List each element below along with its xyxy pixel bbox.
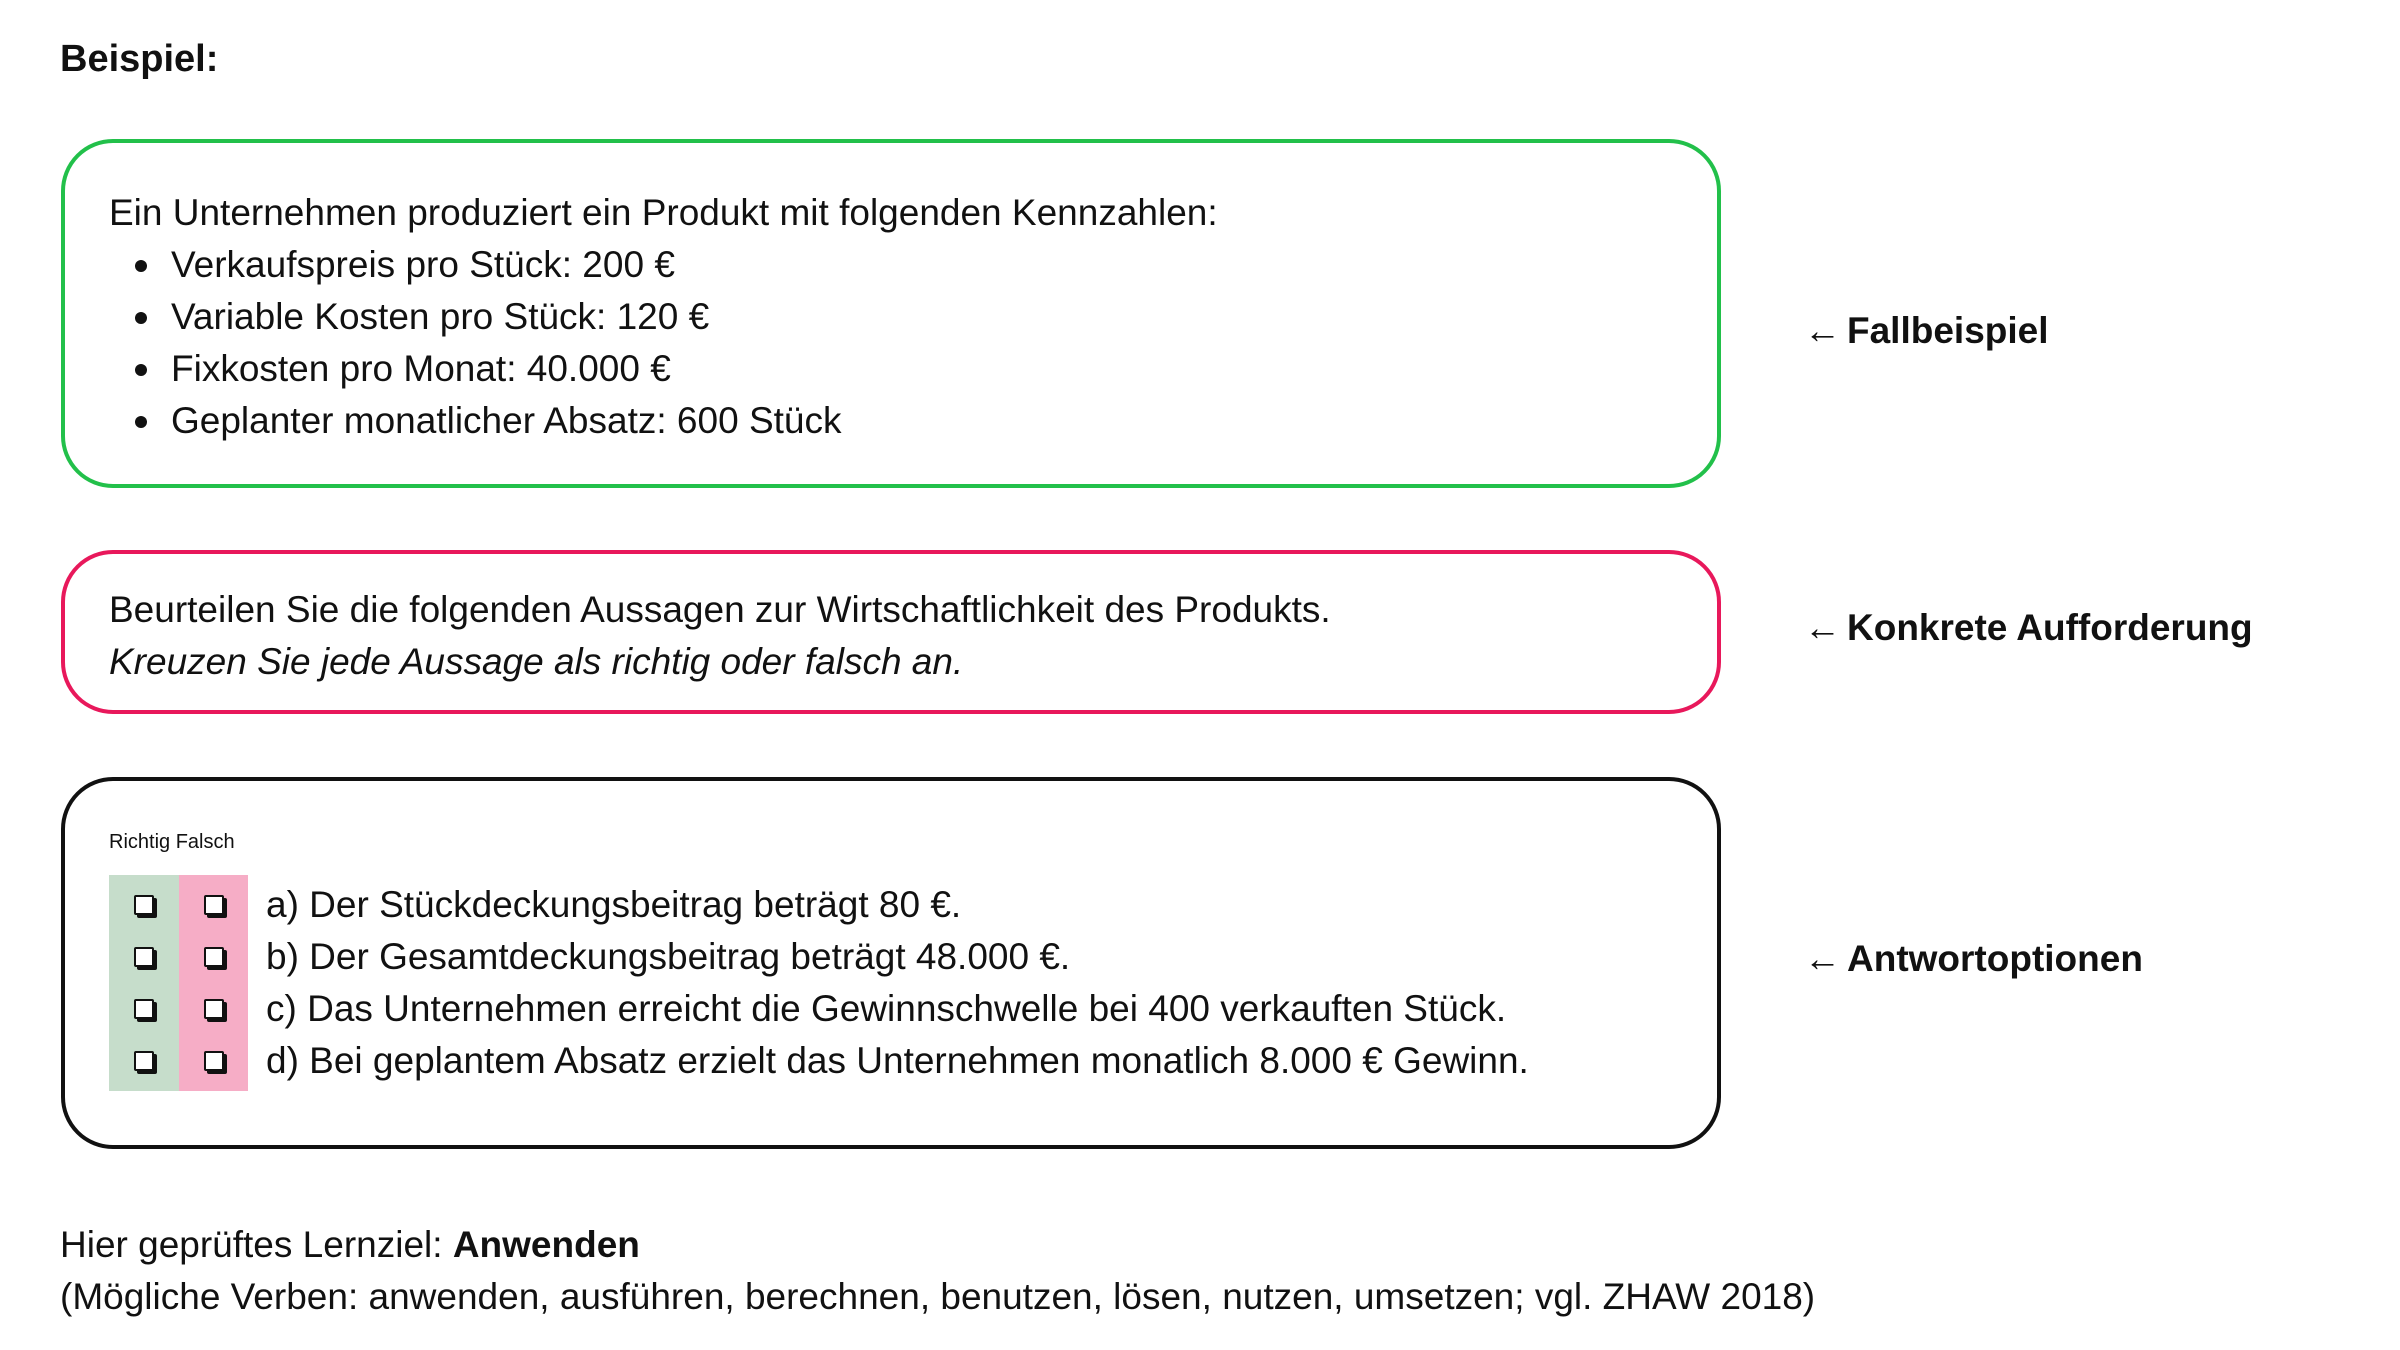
options-grid [109, 875, 1717, 1091]
list-item [109, 239, 1717, 291]
falsch-column [179, 875, 248, 1091]
page-heading: Beispiel: [60, 38, 219, 80]
richtig-checkbox-c[interactable] [109, 983, 179, 1035]
label-text: Antwortoptionen [1847, 938, 2143, 979]
column-header: Richtig Falsch [109, 831, 235, 853]
label-fallbeispiel [1804, 310, 2049, 352]
arrow-left-icon: ← [1804, 310, 1841, 351]
falsch-checkbox-c[interactable] [179, 983, 248, 1035]
statement-d: d) Bei geplantem Absatz erzielt das Unternehmen monatlich 8.000 € Gewinn. [266, 1040, 1529, 1081]
checkbox-icon [134, 947, 154, 967]
learning-objective-value: Anwenden [452, 1224, 640, 1265]
checkbox-icon [134, 895, 154, 915]
task-line-1: Beurteilen Sie die folgenden Aussagen zur Wirtschaftlichkeit des Produkts. [109, 589, 1331, 630]
list-item-text: Variable Kosten pro Stück: 120 € [171, 296, 710, 337]
case-example-box [61, 139, 1721, 488]
bullet-icon [135, 416, 147, 428]
falsch-checkbox-d[interactable] [179, 1035, 248, 1087]
list-item-text: Verkaufspreis pro Stück: 200 € [171, 244, 675, 285]
label-konkrete-aufforderung [1804, 607, 2253, 649]
learning-objective-footer [60, 1219, 1815, 1323]
falsch-checkbox-a[interactable] [179, 879, 248, 931]
task-instruction-box [61, 550, 1721, 714]
arrow-left-icon: ← [1804, 607, 1841, 648]
statement-c: c) Das Unternehmen erreicht die Gewinnschwelle bei 400 verkauften Stück. [266, 988, 1507, 1029]
checkbox-icon [204, 999, 224, 1019]
answer-options-box [61, 777, 1721, 1149]
bullet-icon [135, 312, 147, 324]
list-item-text: Fixkosten pro Monat: 40.000 € [171, 348, 671, 389]
list-item [109, 291, 1717, 343]
checkbox-icon [204, 895, 224, 915]
statements-list [248, 875, 1529, 1091]
checkbox-icon [134, 999, 154, 1019]
statement-b: b) Der Gesamtdeckungsbeitrag beträgt 48.000 €. [266, 936, 1071, 977]
list-item-text: Geplanter monatlicher Absatz: 600 Stück [171, 400, 842, 441]
bullet-icon [135, 260, 147, 272]
checkbox-icon [204, 947, 224, 967]
label-antwortoptionen [1804, 938, 2143, 980]
task-line-2: Kreuzen Sie jede Aussage als richtig oder falsch an. [109, 641, 964, 682]
label-text: Konkrete Aufforderung [1847, 607, 2253, 648]
possible-verbs: (Mögliche Verben: anwenden, ausführen, berechnen, benutzen, lösen, nutzen, umsetzen; vgl. ZHAW 2018) [60, 1276, 1816, 1317]
case-figures-list [109, 239, 1717, 447]
label-text: Fallbeispiel [1847, 310, 2049, 351]
statement-a: a) Der Stückdeckungsbeitrag beträgt 80 €. [266, 884, 962, 925]
richtig-checkbox-a[interactable] [109, 879, 179, 931]
learning-objective [60, 1219, 1815, 1271]
checkbox-icon [204, 1051, 224, 1071]
checkbox-icon [134, 1051, 154, 1071]
bullet-icon [135, 364, 147, 376]
arrow-left-icon: ← [1804, 938, 1841, 979]
richtig-checkbox-d[interactable] [109, 1035, 179, 1087]
richtig-column [109, 875, 179, 1091]
list-item [109, 395, 1717, 447]
list-item [109, 343, 1717, 395]
case-intro: Ein Unternehmen produziert ein Produkt mit folgenden Kennzahlen: [109, 192, 1218, 233]
falsch-checkbox-b[interactable] [179, 931, 248, 983]
learning-objective-prefix: Hier geprüftes Lernziel: [60, 1224, 453, 1265]
richtig-checkbox-b[interactable] [109, 931, 179, 983]
